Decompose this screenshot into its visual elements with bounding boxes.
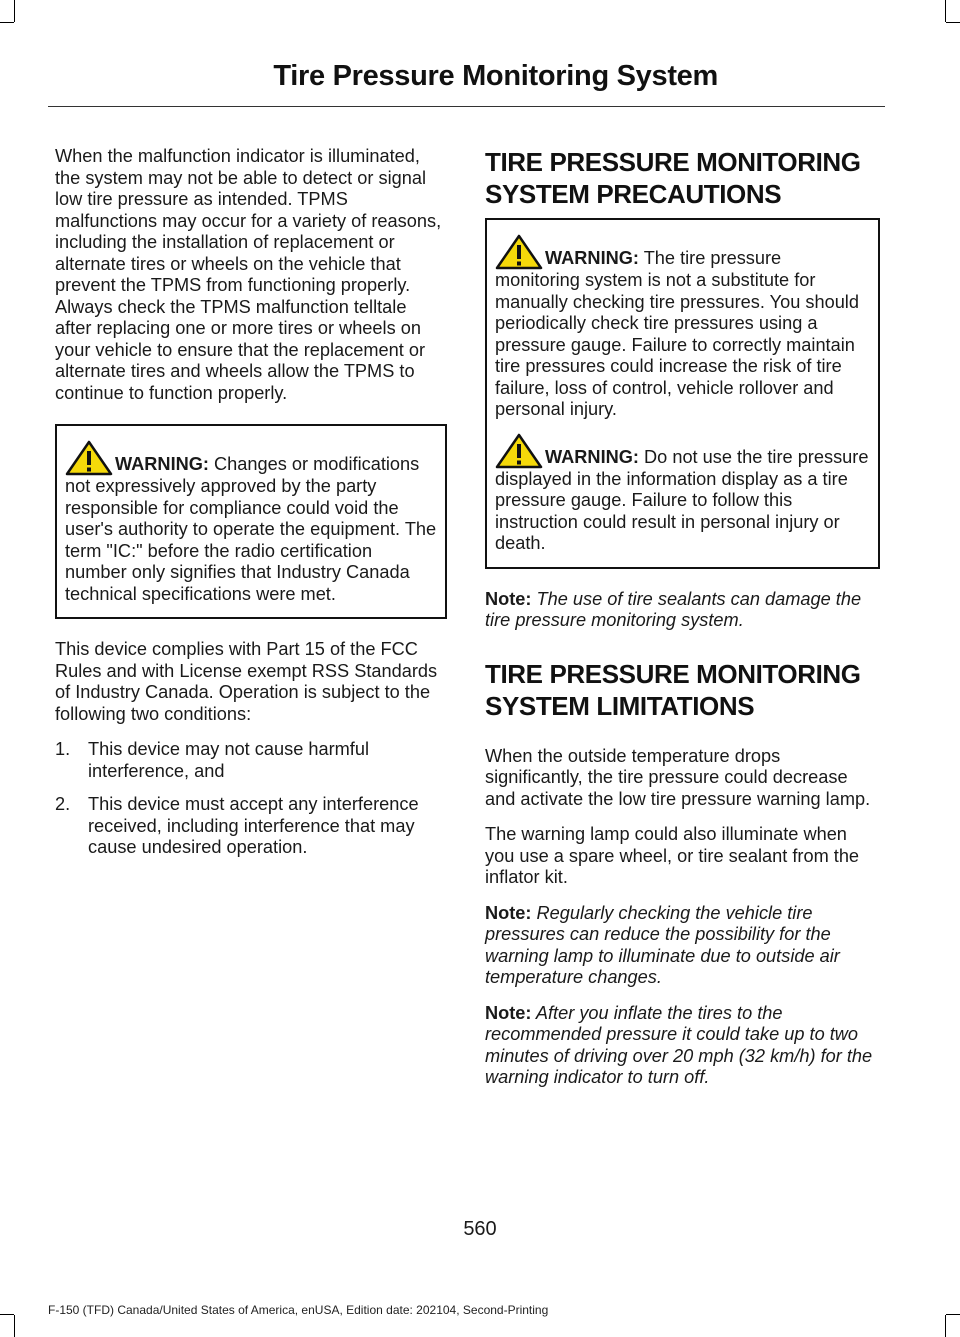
note-label: Note: (485, 1002, 532, 1023)
note-text: The use of tire sealants can damage the tire pressure monitoring system. (485, 588, 862, 630)
note-text: Regularly checking the vehicle tire pressures can reduce the possibility for the warning lamp to illuminate due to outside air temperature changes. (485, 902, 840, 987)
crop-mark (946, 22, 960, 23)
compliance-paragraph: This device complies with Part 15 of the FCC Rules and with License exempt RSS Standards of Industry Canada. Operation is subject to the following two conditions: (55, 639, 438, 724)
warning-item (495, 433, 870, 555)
list-text: This device must accept any interference received, including interference that may cause undesired operation. (88, 794, 419, 857)
warning-triangle-icon (495, 234, 543, 270)
precautions-heading: TIRE PRESSURE MONITORING SYSTEM PRECAUTIONS (485, 147, 861, 209)
limitations-heading: TIRE PRESSURE MONITORING SYSTEM LIMITATIONS (485, 658, 861, 721)
crop-mark (0, 1314, 14, 1315)
list-item (55, 794, 447, 859)
warning-triangle-icon (495, 433, 543, 469)
crop-mark (945, 0, 946, 22)
crop-mark (14, 1315, 15, 1337)
note (485, 589, 880, 632)
note-label: Note: (485, 588, 532, 609)
warning-box (55, 424, 447, 619)
warning-text: Changes or modifications not expressively approved by the party responsible for compliance could void the user's authority to operate the equipment. The term "IC:" before the radio certification number only signifies that Industry Canada technical specifications were met. (65, 454, 437, 604)
warning-text: Do not use the tire pressure displayed in the information display as a tire pressure gauge. Failure to follow this instruction could result in personal injury or death. (495, 446, 869, 553)
warning-triangle-icon (65, 440, 113, 476)
note (485, 903, 880, 989)
note (485, 1003, 880, 1089)
list-text: This device may not cause harmful interference, and (88, 739, 370, 781)
crop-mark (0, 22, 14, 23)
crop-mark (14, 0, 15, 22)
crop-mark (946, 1314, 960, 1315)
note-label: Note: (485, 902, 532, 923)
list-number: 2. (55, 794, 71, 814)
warning-item (495, 234, 870, 421)
conditions-list (55, 739, 447, 859)
header-divider (48, 106, 885, 107)
warning-label: WARNING: (545, 248, 639, 268)
note-text: After you inflate the tires to the recommended pressure it could take up to two minutes of driving over 20 mph (32 km/h) for the warning indicator to turn off. (485, 1002, 873, 1087)
warning-box (485, 218, 880, 569)
right-column (485, 146, 880, 1103)
page-number: 560 (463, 1218, 497, 1240)
warning-label: WARNING: (115, 454, 209, 474)
warning-item (65, 440, 437, 605)
crop-mark (945, 1315, 946, 1337)
limitations-paragraph: The warning lamp could also illuminate when you use a spare wheel, or tire sealant from the inflator kit. (485, 824, 860, 887)
warning-label: WARNING: (545, 446, 639, 467)
list-item (55, 739, 447, 782)
edition-footer: F-150 (TFD) Canada/United States of America, enUSA, Edition date: 202104, Second-Printing (48, 1303, 549, 1317)
limitations-paragraph: When the outside temperature drops significantly, the tire pressure could decrease and activate the low tire pressure warning lamp. (485, 745, 871, 809)
intro-paragraph: When the malfunction indicator is illuminated, the system may not be able to detect or signal low tire pressure as intended. TPMS malfunctions may occur for a variety of reasons, including the installation of replacement or alternate tires or wheels on the vehicle that prevent the TPMS from functioning properly. Always check the TPMS malfunction telltale after replacing one or more tires or wheels on your vehicle to ensure that the replacement or alternate tires and wheels allow the TPMS to continue to function properly. (55, 146, 442, 403)
page-title: Tire Pressure Monitoring System (273, 60, 718, 92)
warning-text: The tire pressure monitoring system is not a substitute for manually checking tire pressures. You should periodically check tire pressures using a pressure gauge. Failure to correctly maintain tire pressures could increase the risk of tire failure, loss of control, vehicle rollover and personal injury. (495, 248, 859, 419)
left-column (55, 146, 447, 871)
list-number: 1. (55, 739, 71, 759)
